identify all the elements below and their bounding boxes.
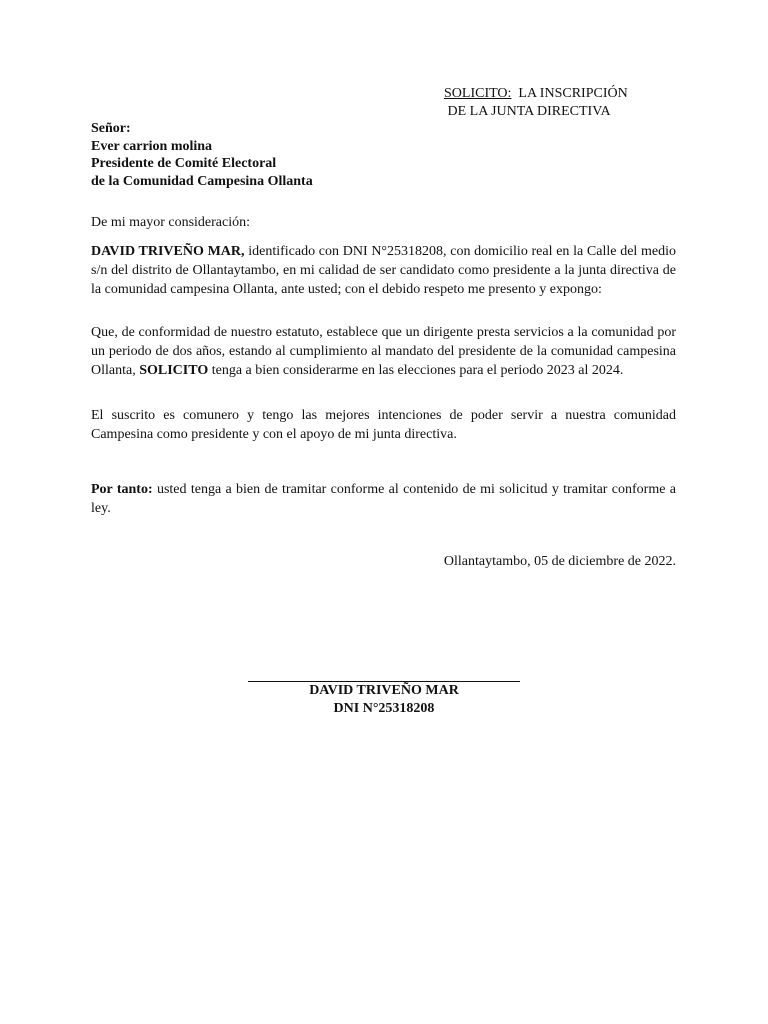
- recipient-title: Presidente de Comité Electoral: [91, 156, 277, 171]
- paragraph-intentions: El suscrito es comunero y tengo las mejores intenciones de poder servir a nuestra comunidad Campesina como presidente y con el apoyo de mi junta directiva.: [91, 408, 676, 442]
- paragraph-introduction-text: identificado con DNI N°25318208, con domicilio real en la Calle del medio s/n del distrito de Ollantaytambo, en mi calidad de ser candidato como presidente a la junta directiva de la comunidad campesina Ollanta, ante usted; con el debido respeto me presento y expongo:: [91, 244, 676, 297]
- signature-name: DAVID TRIVEÑO MAR: [309, 683, 459, 698]
- signature-dni: DNI N°25318208: [333, 701, 435, 716]
- paragraph-request-emphasis: SOLICITO: [139, 363, 209, 378]
- signature-block: [248, 682, 520, 718]
- recipient-block: [91, 120, 313, 190]
- closing-text: usted tenga a bien de tramitar conforme al contenido de mi solicitud y tramitar conforme a ley.: [91, 482, 676, 516]
- paragraph-request: [91, 323, 676, 380]
- subject-label: SOLICITO:: [444, 86, 512, 101]
- recipient-salutation: Señor:: [91, 121, 131, 136]
- paragraph-closing: [91, 480, 676, 518]
- recipient-name: Ever carrion molina: [91, 138, 213, 154]
- closing-label: Por tanto:: [91, 482, 153, 497]
- letter-date: Ollantaytambo, 05 de diciembre de 2022.: [443, 554, 676, 569]
- recipient-organization: de la Comunidad Campesina Ollanta: [91, 173, 313, 189]
- subject-line-2: [444, 103, 628, 121]
- paragraph-introduction: [91, 242, 676, 299]
- paragraph-request-text-before: Que, de conformidad de nuestro estatuto, establece que un dirigente presta servicios a la comunidad por un periodo de dos años, estando al cumplimiento al mandato del presidente de la comunidad campesina Ollanta,: [91, 325, 676, 378]
- subject-block: [444, 85, 628, 121]
- applicant-name: DAVID TRIVEÑO MAR,: [91, 244, 245, 259]
- subject-line-2-text: DE LA JUNTA DIRECTIVA: [447, 104, 611, 119]
- paragraph-request-text-after: tenga a bien considerarme en las elecciones para el periodo 2023 al 2024.: [208, 363, 624, 378]
- greeting: De mi mayor consideración:: [91, 215, 251, 230]
- subject-line-1: LA INSCRIPCIÓN: [518, 86, 628, 101]
